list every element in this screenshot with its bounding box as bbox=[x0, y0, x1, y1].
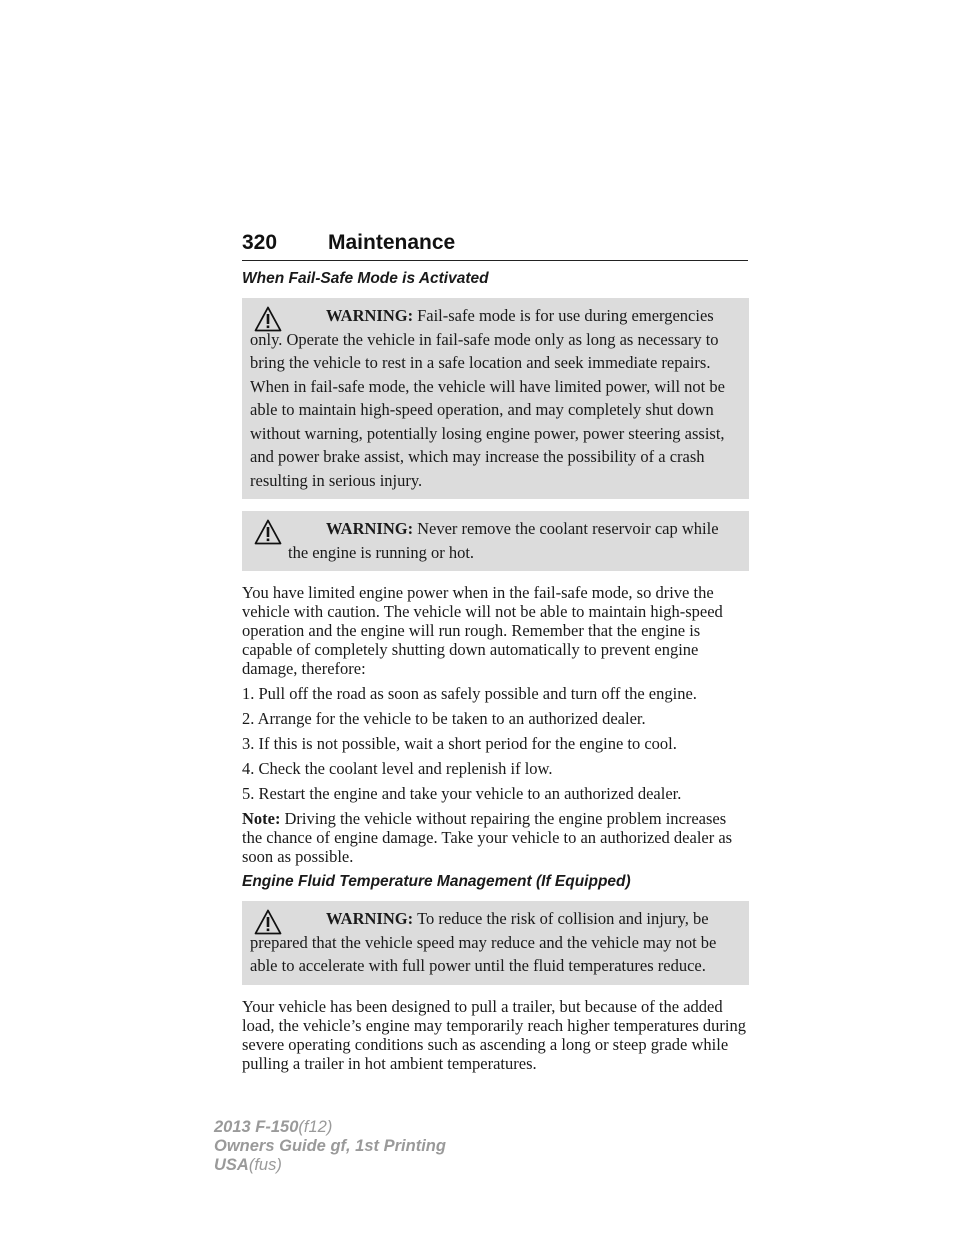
page-header bbox=[242, 226, 748, 261]
footer-model: 2013 F-150 bbox=[214, 1118, 299, 1136]
footer-market: USA bbox=[214, 1156, 249, 1174]
trailer-paragraph: Your vehicle has been designed to pull a trailer, but because of the added load, the vehicle’s engine may temporarily reach higher temperatures during severe operating conditions such as ascending a long or steep grade while pulling a trailer in hot ambient temperatures. bbox=[242, 996, 746, 1073]
warning-triangle-icon bbox=[254, 306, 282, 332]
warning-body: To reduce the risk of collision and injury, be prepared that the vehicle speed may reduce and the vehicle may not be able to accelerate with full power until the fluid temperatures reduce. bbox=[250, 909, 717, 975]
list-item: 1. Pull off the road as soon as safely possible and turn off the engine. bbox=[242, 684, 697, 703]
warning-label: WARNING: bbox=[326, 909, 414, 928]
warning-text bbox=[250, 304, 741, 492]
warning-triangle-icon bbox=[254, 519, 282, 545]
list-item: 5. Restart the engine and take your vehicle to an authorized dealer. bbox=[242, 784, 682, 803]
warning-box bbox=[242, 298, 749, 499]
page-number: 320 bbox=[242, 231, 278, 254]
note-text: Driving the vehicle without repairing the engine problem increases the chance of engine damage. Take your vehicle to an authorized dealer as soon as possible. bbox=[242, 809, 733, 866]
footer-line bbox=[214, 1156, 446, 1175]
page-content bbox=[242, 266, 749, 1079]
page-footer bbox=[214, 1118, 446, 1175]
list-item: 4. Check the coolant level and replenish if low. bbox=[242, 759, 553, 778]
footer-model-code: (f12) bbox=[298, 1118, 333, 1136]
warning-text bbox=[250, 907, 741, 978]
section-title: Maintenance bbox=[328, 231, 456, 254]
fluid-temperature-heading: Engine Fluid Temperature Management (If Equipped) bbox=[242, 873, 631, 890]
warning-body: Never remove the coolant reservoir cap while the engine is running or hot. bbox=[288, 519, 719, 562]
footer-line bbox=[214, 1118, 446, 1137]
intro-paragraph: You have limited engine power when in the fail-safe mode, so drive the vehicle with caution. The vehicle will not be able to maintain high-speed operation and the engine will run rough. Remember that the engine is capable of completely shutting down automatically to prevent engine damage, therefore: bbox=[242, 583, 723, 678]
note-label: Note: bbox=[242, 809, 281, 828]
warning-label: WARNING: bbox=[326, 306, 414, 325]
warning-body: Fail-safe mode is for use during emergencies only. Operate the vehicle in fail-safe mode only as long as necessary to bring the vehicle to rest in a safe location and seek immediate repairs. When in fail-safe mode, the vehicle will have limited power, will not be able to maintain high-speed operation, and may completely shut down without warning, potentially losing engine power, power steering assist, and power brake assist, which may increase the possibility of a crash resulting in serious injury. bbox=[250, 306, 725, 490]
warning-box bbox=[242, 511, 749, 571]
footer-guide: Owners Guide gf, 1st Printing bbox=[214, 1137, 446, 1155]
fail-safe-heading: When Fail-Safe Mode is Activated bbox=[242, 270, 489, 287]
list-item: 3. If this is not possible, wait a short period for the engine to cool. bbox=[242, 734, 677, 753]
warning-box bbox=[242, 901, 749, 985]
warning-label: WARNING: bbox=[326, 519, 414, 538]
warning-triangle-icon bbox=[254, 909, 282, 935]
footer-market-code: (fus) bbox=[248, 1156, 282, 1174]
warning-text bbox=[250, 517, 741, 564]
note-paragraph bbox=[242, 809, 749, 866]
list-item: 2. Arrange for the vehicle to be taken to an authorized dealer. bbox=[242, 709, 646, 728]
